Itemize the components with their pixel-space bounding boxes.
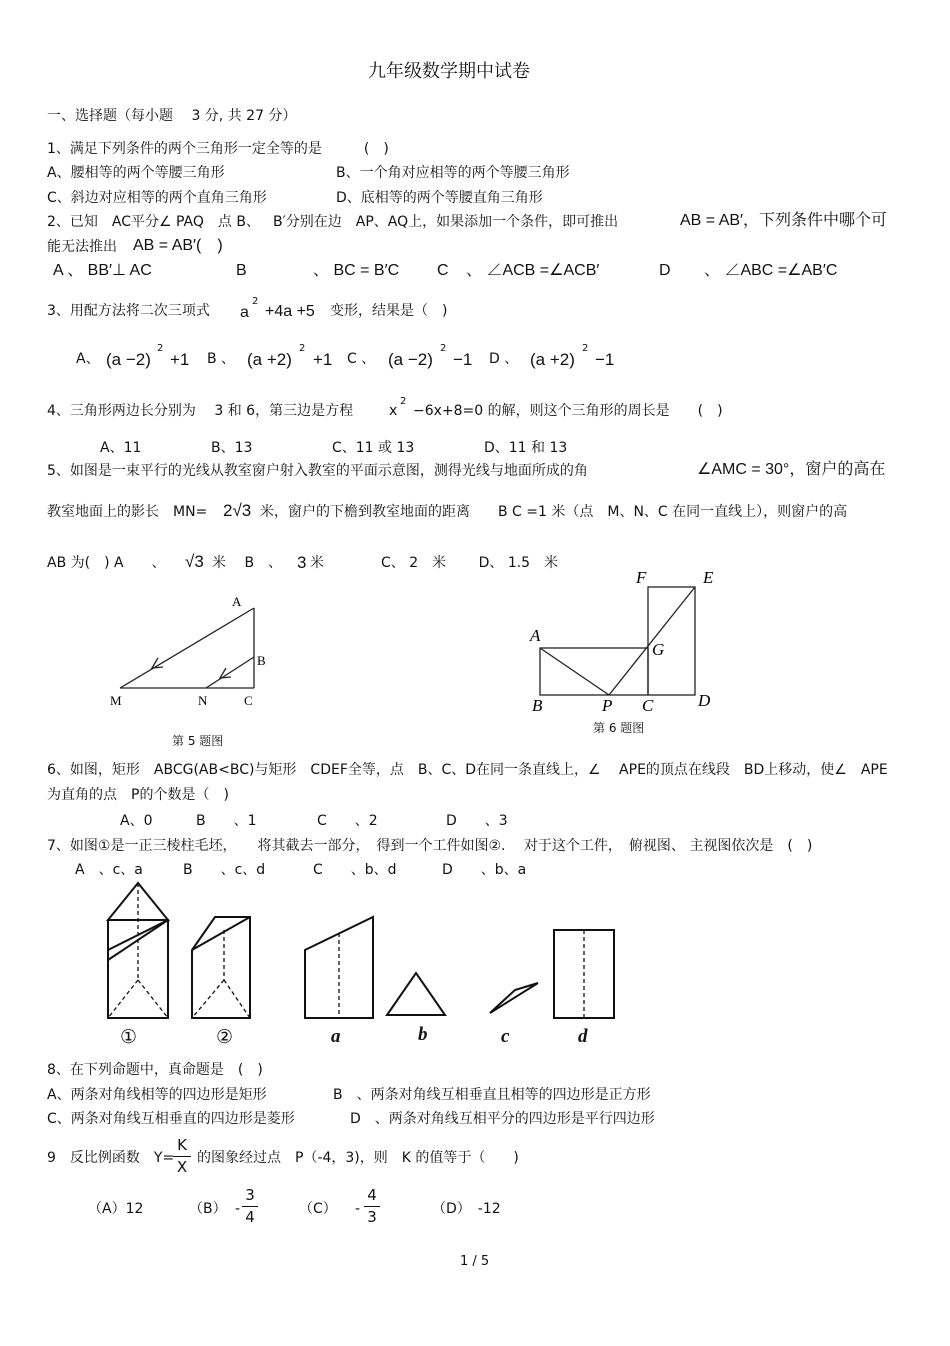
q3-option-c-sup: 2 <box>440 343 447 354</box>
fig6-label-b: B <box>532 696 543 715</box>
q6-option-c: C 、2 <box>317 813 378 829</box>
q4-option-a: A、11 <box>100 440 142 456</box>
q9-option-b-label: （B） <box>189 1201 227 1217</box>
fig6-label-e: E <box>703 568 714 587</box>
q7-option-d: D 、b、a <box>442 862 527 878</box>
q3-option-b-label: B 、 <box>207 351 236 367</box>
q9-option-c-label: （C） <box>299 1201 337 1217</box>
q8-option-d: D 、两条对角线互相平分的四边形是平行四边形 <box>350 1111 655 1127</box>
q3-option-c-tail: −1 <box>453 350 473 369</box>
q1-option-a: A、腰相等的两个等腰三角形 <box>47 165 225 181</box>
q4-x: x <box>389 403 398 419</box>
q3-option-b-sup: 2 <box>299 343 306 354</box>
q1-option-c: C、斜边对应相等的两个直角三角形 <box>47 190 267 206</box>
q2-stem-part3: AB = AB′，下列条件中哪个可 <box>680 212 888 229</box>
q3-option-a-label: A、 <box>76 351 100 367</box>
q6-line1: 6、如图，矩形 ABCG(AB<BC)与矩形 CDEF全等，点 B、C、D在同一条直线上，∠ APE的顶点在线段 BD上移动，使∠ APE <box>47 762 888 778</box>
q9-option-c-fraction <box>364 1188 380 1225</box>
q9-stem-part1: 9 反比例函数 Y= <box>47 1150 175 1166</box>
q5-line2-part2: 米，窗户的下檐到教室地面的距离 B C =1 米（点 M、N、C 在同一直线上），则窗户的高 <box>260 504 848 520</box>
q9-option-b-sign: - <box>235 1201 241 1217</box>
q8-stem: 8、在下列命题中，真命题是 ( ) <box>47 1062 263 1078</box>
q7-option-a: A 、c、a <box>75 862 143 878</box>
q6-option-a: A、0 <box>120 813 153 829</box>
q4-stem-part1: 4、三角形两边长分别为 3 和 6，第三边是方程 <box>47 403 354 419</box>
fig7-label-b: b <box>418 1024 428 1045</box>
q3-stem-part1: 3、用配方法将二次三项式 <box>47 303 210 319</box>
q6-line2: 为直角的点 P的个数是（ ) <box>47 787 229 803</box>
q3-option-b-expr: (a +2) <box>247 350 292 369</box>
fig7-label-c: c <box>501 1026 510 1047</box>
q9-stem-part2: 的图象经过点 P（-4，3)，则 K 的值等于（ ) <box>197 1150 519 1166</box>
fig5-label-a: A <box>232 594 242 609</box>
q9-option-c-num: 4 <box>367 1186 377 1204</box>
q5-angle: ∠AMC = 30°，窗户的高在 <box>697 461 886 478</box>
q3-option-c-expr: (a −2) <box>388 350 433 369</box>
page-number: 1 / 5 <box>460 1254 490 1269</box>
fig7-label-2: ② <box>216 1026 234 1048</box>
q6-option-b: B 、1 <box>196 813 257 829</box>
q4-option-d: D、11 和 13 <box>484 440 568 456</box>
fig6-label-f: F <box>636 568 647 587</box>
q3-option-d-expr: (a +2) <box>530 350 575 369</box>
q2-option-c: 、 ∠ACB =∠ACB′ <box>466 262 600 279</box>
q3-expr-rest: +4a +5 <box>265 303 315 320</box>
q3-option-a-sup: 2 <box>157 343 164 354</box>
q2-option-a: A 、 BB′⊥ AC <box>53 262 152 279</box>
q3-expr-sup: 2 <box>252 296 259 307</box>
q5-line1: 5、如图是一束平行的光线从教室窗户射入教室的平面示意图，测得光线与地面所成的角 <box>47 463 588 479</box>
fig6-label-p: P <box>602 696 613 715</box>
q8-option-b: B 、两条对角线互相垂直且相等的四边形是正方形 <box>333 1087 651 1103</box>
fig6-caption: 第 6 题图 <box>593 721 645 735</box>
q5-line3-part2: 米 B 、 <box>212 555 283 571</box>
figure-7 <box>95 875 615 1055</box>
q7-option-c: C 、b、d <box>313 862 397 878</box>
q6-option-d: D 、3 <box>446 813 508 829</box>
fig6-label-c: C <box>642 696 654 715</box>
q2-stem-part2: B′分别在边 AP、AQ上，如果添加一个条件，即可推出 <box>273 214 619 230</box>
q2-option-c-letter: C <box>437 262 449 279</box>
q4-option-c: C、11 或 13 <box>332 440 415 456</box>
q5-line3-three: 3 <box>297 553 307 572</box>
q9-fraction-den: X <box>176 1158 188 1176</box>
q9-option-b-num: 3 <box>245 1186 255 1204</box>
q3-option-a-tail: +1 <box>170 350 190 369</box>
q5-line3-part1: AB 为( ) A 、 <box>47 555 166 571</box>
q3-option-a-expr: (a −2) <box>106 350 151 369</box>
fig5-label-c: C <box>244 693 253 708</box>
figure-5 <box>100 590 280 720</box>
q1-option-d: D、底相等的两个等腰直角三角形 <box>336 190 543 206</box>
section-heading: 一、选择题（每小题 3 分, 共 27 分） <box>47 108 297 124</box>
fig6-label-g: G <box>652 640 665 659</box>
q9-option-a: （A）12 <box>88 1201 144 1217</box>
fig5-caption: 第 5 题图 <box>172 734 224 748</box>
q2-option-d-letter: D <box>659 262 671 279</box>
fig7-label-d: d <box>578 1026 588 1047</box>
q4-stem-part2: −6x+8=0 的解，则这个三角形的周长是 ( ) <box>413 403 723 419</box>
page-title: 九年级数学期中试卷 <box>368 61 530 82</box>
fig5-label-b: B <box>257 653 266 668</box>
fig5-label-m: M <box>110 693 122 708</box>
q3-option-d-sup: 2 <box>582 343 589 354</box>
q5-line3-sqrt: √3 <box>185 552 204 571</box>
q3-option-b-tail: +1 <box>313 350 333 369</box>
figure-6 <box>525 565 725 715</box>
q9-option-d: （D） -12 <box>432 1201 501 1217</box>
q3-expr-a: a <box>240 304 249 321</box>
fig6-label-a: A <box>530 626 541 645</box>
q8-option-a: A、两条对角线相等的四边形是矩形 <box>47 1087 267 1103</box>
q3-option-d-tail: −1 <box>595 350 615 369</box>
q9-option-c-sign: - <box>355 1201 361 1217</box>
q9-option-b-den: 4 <box>245 1208 255 1226</box>
q7-stem: 7、如图①是一正三棱柱毛坯， 将其截去一部分， 得到一个工件如图②. 对于这个工件， 俯视图、 主视图依次是 ( ) <box>47 838 813 854</box>
q2-option-b: 、 BC = B′C <box>313 262 400 279</box>
q4-option-b: B、13 <box>211 440 253 456</box>
q1-option-b: B、一个角对应相等的两个等腰三角形 <box>336 165 570 181</box>
q5-line3-part3: C、 2 米 D、 1.5 米 <box>381 555 559 571</box>
q3-option-d-label: D 、 <box>489 351 519 367</box>
q1-stem: 1、满足下列条件的两个三角形一定全等的是 ( ) <box>47 141 389 157</box>
q2-stem-part1: 2、已知 AC平分∠ PAQ 点 B、 <box>47 214 260 230</box>
q2-stem-line2: 能无法推出 <box>47 239 117 255</box>
fig5-label-n: N <box>198 693 208 708</box>
q9-fraction <box>173 1138 191 1175</box>
fig6-label-d: D <box>698 691 711 710</box>
q2-stem-line2-expr: AB = AB′( ) <box>133 237 223 254</box>
fig7-label-1: ① <box>120 1026 138 1048</box>
q4-sup: 2 <box>400 396 407 407</box>
q8-option-c: C、两条对角线互相垂直的四边形是菱形 <box>47 1111 295 1127</box>
q2-option-d: 、 ∠ABC =∠AB′C <box>704 262 838 279</box>
fig7-label-a: a <box>331 1026 341 1047</box>
q9-fraction-num: K <box>177 1136 187 1154</box>
q3-option-c-label: C 、 <box>347 351 376 367</box>
q5-line2-part1: 教室地面上的影长 MN= <box>47 504 208 520</box>
q5-line2-sqrt: 2√3 <box>223 501 252 520</box>
q9-option-b-fraction <box>242 1188 258 1225</box>
q3-stem-part2: 变形，结果是（ ) <box>330 303 448 319</box>
q9-option-c-den: 3 <box>367 1208 377 1226</box>
q7-option-b: B 、c、d <box>183 862 266 878</box>
q5-line3-unit: 米 <box>310 555 324 571</box>
q2-option-b-letter: B <box>236 262 247 279</box>
